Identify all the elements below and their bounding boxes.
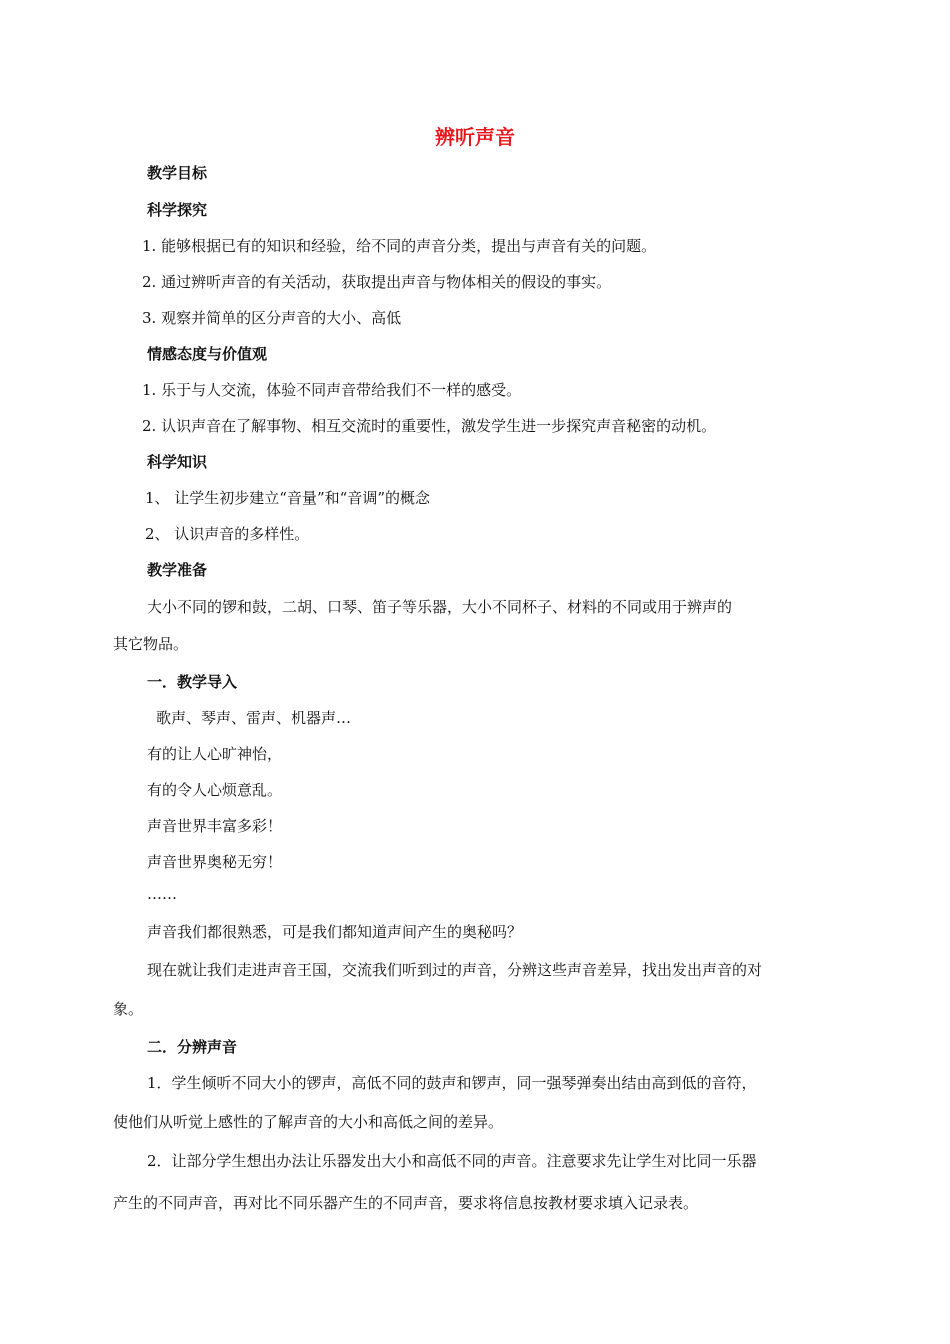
intro-line-5: 声音世界奥秘无穷！ xyxy=(147,853,283,871)
knowledge-item-2: 2、 认识声音的多样性。 xyxy=(145,525,310,543)
distinguish-heading: 二．分辨声音 xyxy=(147,1038,238,1056)
distinguish-p1-line-2: 使他们从听觉上感性的了解声音的大小和高低之间的差异。 xyxy=(113,1113,504,1131)
attitude-item-2: 2. 认识声音在了解事物、相互交流时的重要性，激发学生进一步探究声音秘密的动机。 xyxy=(142,417,717,435)
distinguish-p2-line-1: 2．让部分学生想出办法让乐器发出大小和高低不同的声音。注意要求先让学生对比同一乐器 xyxy=(147,1152,757,1170)
distinguish-p1-line-1: 1．学生倾听不同大小的锣声，高低不同的鼓声和锣声，同一强琴弹奏出结由高到低的音符， xyxy=(147,1074,757,1092)
page-title: 辨听声音 xyxy=(435,125,515,149)
inquiry-item-1: 1. 能够根据已有的知识和经验，给不同的声音分类，提出与声音有关的问题。 xyxy=(142,237,657,255)
prep-heading: 教学准备 xyxy=(147,561,208,579)
intro-paragraph-line-2: 象。 xyxy=(113,1000,144,1018)
goals-heading: 教学目标 xyxy=(147,164,208,182)
knowledge-item-1: 1、 让学生初步建立“音量”和“音调”的概念 xyxy=(145,489,430,507)
intro-line-2: 有的让人心旷神怡， xyxy=(147,745,283,763)
prep-text-line-2: 其它物品。 xyxy=(113,635,189,653)
intro-line-6: 声音我们都很熟悉，可是我们都知道声间产生的奥秘吗？ xyxy=(147,923,523,941)
intro-ellipsis: …… xyxy=(147,885,177,903)
intro-line-1: 歌声、琴声、雷声、机器声… xyxy=(156,709,352,727)
attitude-heading: 情感态度与价值观 xyxy=(147,345,268,363)
prep-text-line-1: 大小不同的锣和鼓，二胡、口琴、笛子等乐器，大小不同杯子、材料的不同或用于辨声的 xyxy=(147,598,733,616)
inquiry-heading: 科学探究 xyxy=(147,201,208,219)
intro-line-4: 声音世界丰富多彩！ xyxy=(147,817,283,835)
knowledge-heading: 科学知识 xyxy=(147,453,208,471)
intro-paragraph-line-1: 现在就让我们走进声音王国，交流我们听到过的声音，分辨这些声音差异，找出发出声音的对 xyxy=(147,961,763,979)
intro-line-3: 有的令人心烦意乱。 xyxy=(147,781,283,799)
intro-heading: 一．教学导入 xyxy=(147,673,238,691)
distinguish-p2-line-2: 产生的不同声音，再对比不同乐器产生的不同声音，要求将信息按教材要求填入记录表。 xyxy=(113,1194,699,1212)
inquiry-item-3: 3. 观察并简单的区分声音的大小、高低 xyxy=(142,309,402,327)
attitude-item-1: 1. 乐于与人交流，体验不同声音带给我们不一样的感受。 xyxy=(142,381,522,399)
inquiry-item-2: 2. 通过辨听声音的有关活动，获取提出声音与物体相关的假设的事实。 xyxy=(142,273,612,291)
